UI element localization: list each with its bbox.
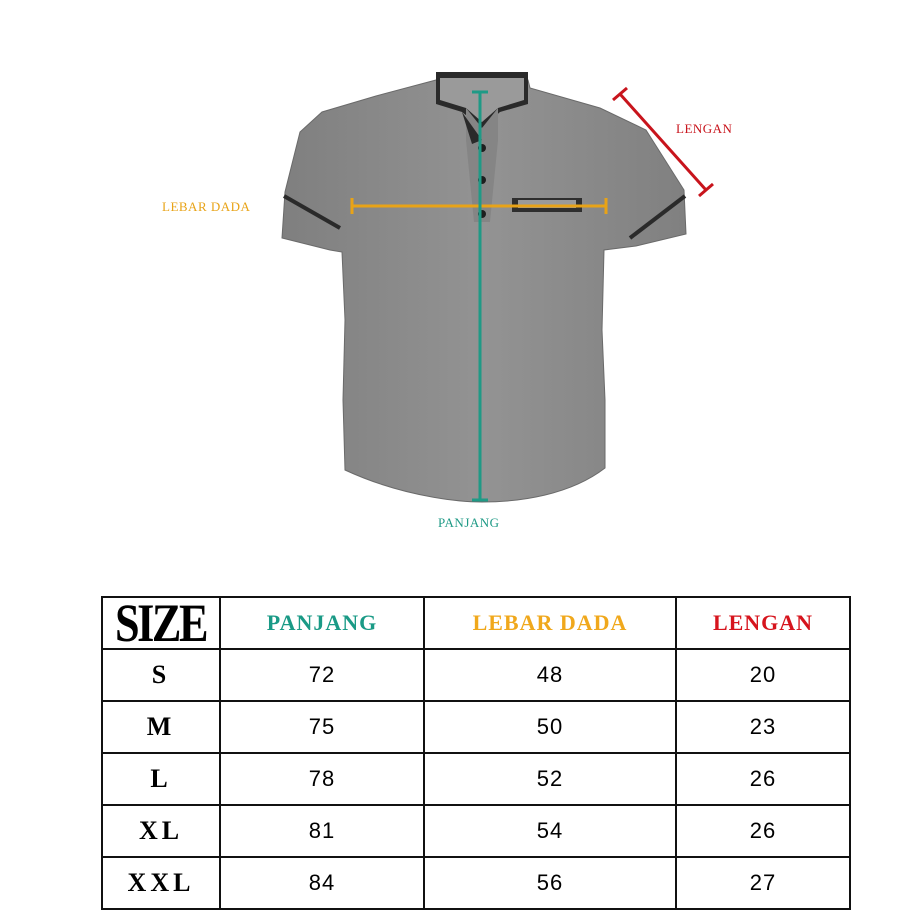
size-label: M <box>146 712 176 741</box>
lebar-dada-value: 54 <box>536 818 564 843</box>
table-row <box>102 649 850 701</box>
size-label: L <box>150 764 172 793</box>
panjang-value: 75 <box>308 714 336 739</box>
lebar-dada-value: 52 <box>536 766 564 791</box>
panjang-value: 78 <box>308 766 336 791</box>
table-row <box>102 753 850 805</box>
size-title-cell <box>102 593 220 653</box>
lengan-value: 27 <box>749 870 777 895</box>
lengan-value: 26 <box>749 818 777 843</box>
lebar-dada-value: 50 <box>536 714 564 739</box>
table-row <box>102 701 850 753</box>
table-header-row <box>102 597 850 649</box>
lebar-dada-label: LEBAR DADA <box>162 199 251 214</box>
panjang-value: 72 <box>308 662 336 687</box>
lengan-value: 20 <box>749 662 777 687</box>
panjang-value: 84 <box>308 870 336 895</box>
header-lebar-dada-cell <box>424 597 676 649</box>
lengan-value: 23 <box>749 714 777 739</box>
header-lebar-dada: LEBAR DADA <box>472 610 628 635</box>
table-row <box>102 857 850 909</box>
lengan-label: LENGAN <box>676 121 733 136</box>
header-panjang-cell <box>220 597 424 649</box>
panjang-label: PANJANG <box>438 515 500 530</box>
lebar-dada-value: 56 <box>536 870 564 895</box>
size-label: XL <box>138 816 184 845</box>
header-lengan: LENGAN <box>712 610 814 635</box>
lengan-value: 26 <box>749 766 777 791</box>
size-title: SIZE <box>115 593 207 653</box>
table-row <box>102 805 850 857</box>
panjang-value: 81 <box>308 818 336 843</box>
header-panjang: PANJANG <box>266 610 378 635</box>
size-chart-table <box>101 593 851 910</box>
size-label: S <box>151 660 171 689</box>
lebar-dada-value: 48 <box>536 662 564 687</box>
header-lengan-cell <box>676 597 850 649</box>
size-label: XXL <box>127 868 195 897</box>
